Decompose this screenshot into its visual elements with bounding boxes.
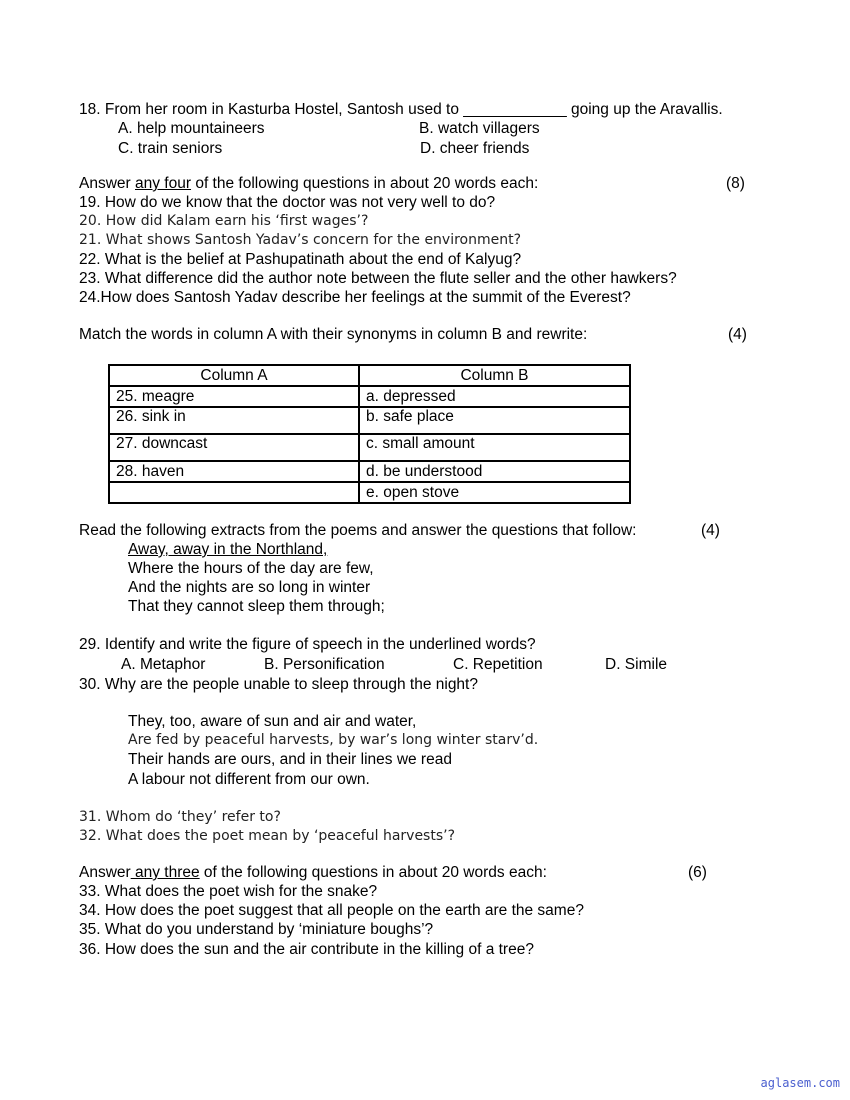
table-row [109, 461, 630, 482]
column-b-cell: b. safe place [359, 407, 630, 434]
q29-option-b: B. Personification [264, 656, 385, 673]
section-2-marks: (6) [688, 864, 707, 881]
question-34: 34. How does the poet suggest that all people on the earth are the same? [79, 902, 584, 919]
question-29: 29. Identify and write the figure of speech in the underlined words? [79, 636, 536, 653]
q29-option-a: A. Metaphor [121, 656, 206, 673]
poem-marks: (4) [701, 522, 720, 539]
question-18: 18. From her room in Kasturba Hostel, Santosh used to ____________ going up the Aravallis. [79, 101, 723, 118]
column-a-cell: 27. downcast [109, 434, 359, 461]
column-a-cell: 25. meagre [109, 386, 359, 407]
extract-1-line-2: Where the hours of the day are few, [128, 560, 374, 577]
question-23: 23. What difference did the author note between the flute seller and the other hawkers? [79, 270, 677, 287]
question-36: 36. How does the sun and the air contribute in the killing of a tree? [79, 941, 534, 958]
column-b-cell: c. small amount [359, 434, 630, 461]
extract-1-line-1: Away, away in the Northland, [128, 541, 328, 558]
table-row [109, 482, 630, 503]
extract-2-line-4: A labour not different from our own. [128, 771, 370, 788]
extract-1-line-4: That they cannot sleep them through; [128, 598, 385, 615]
question-31: 31. Whom do ‘they’ refer to? [79, 809, 281, 825]
q29-option-d: D. Simile [605, 656, 668, 673]
column-b-cell: a. depressed [359, 386, 630, 407]
column-b-header: Column B [359, 365, 630, 386]
section-2-emphasis: any three [130, 864, 200, 881]
q18-option-b: B. watch villagers [419, 120, 540, 137]
table-row [109, 386, 630, 407]
match-instruction: Match the words in column A with their synonyms in column B and rewrite: [79, 326, 588, 343]
q18-option-a: A. help mountaineers [118, 120, 265, 137]
question-24: 24.How does Santosh Yadav describe her feelings at the summit of the Everest? [79, 289, 631, 306]
match-marks: (4) [728, 326, 747, 343]
table-row [109, 434, 630, 461]
section-2-instruction: Answer any three of the following questions in about 20 words each: [79, 864, 547, 881]
extract-1-line-3: And the nights are so long in winter [128, 579, 371, 596]
question-30: 30. Why are the people unable to sleep through the night? [79, 676, 478, 693]
table-row [109, 407, 630, 434]
column-a-cell: 28. haven [109, 461, 359, 482]
extract-2-line-3: Their hands are ours, and in their lines we read [128, 751, 452, 768]
extract-2-line-1: They, too, aware of sun and air and water, [128, 713, 417, 730]
q29-option-c: C. Repetition [453, 656, 543, 673]
extract-2-line-2: Are fed by peaceful harvests, by war’s long winter starv’d. [128, 732, 539, 748]
table-header-row [109, 365, 630, 386]
section-1-marks: (8) [726, 175, 745, 192]
column-a-cell [109, 482, 359, 503]
question-33: 33. What does the poet wish for the snake? [79, 883, 378, 900]
column-a-header: Column A [109, 365, 359, 386]
question-21: 21. What shows Santosh Yadav’s concern for the environment? [79, 232, 522, 248]
q18-option-d: D. cheer friends [420, 140, 530, 157]
match-table [108, 364, 631, 504]
q18-option-c: C. train seniors [118, 140, 223, 157]
question-22: 22. What is the belief at Pashupatinath about the end of Kalyug? [79, 251, 522, 268]
poem-instruction: Read the following extracts from the poems and answer the questions that follow: [79, 522, 637, 539]
question-20: 20. How did Kalam earn his ‘first wages’? [79, 213, 369, 229]
question-35: 35. What do you understand by ‘miniature boughs’? [79, 921, 434, 938]
question-32: 32. What does the poet mean by ‘peaceful harvests’? [79, 828, 456, 844]
column-b-cell: d. be understood [359, 461, 630, 482]
column-a-cell: 26. sink in [109, 407, 359, 434]
column-b-cell: e. open stove [359, 482, 630, 503]
footer-watermark: aglasem.com [760, 1076, 840, 1090]
section-1-instruction: Answer any four of the following questions in about 20 words each: [79, 175, 539, 192]
question-19: 19. How do we know that the doctor was not very well to do? [79, 194, 496, 211]
section-1-emphasis: any four [135, 175, 192, 192]
